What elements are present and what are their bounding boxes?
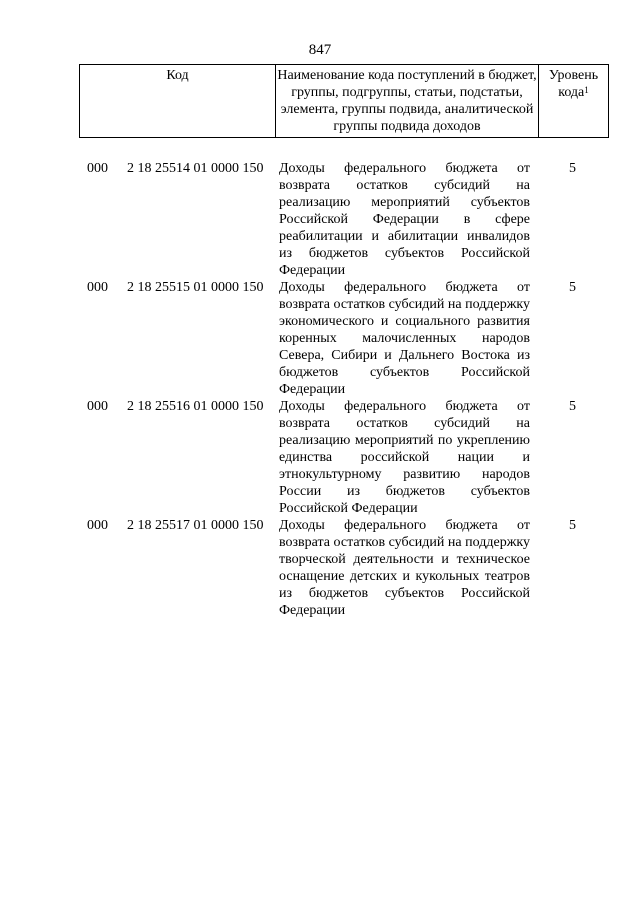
row-admin-code: 000 <box>87 280 108 295</box>
row-level: 5 <box>569 399 576 414</box>
row-admin-code: 000 <box>87 518 108 533</box>
table-body <box>79 160 609 619</box>
header-level <box>539 65 608 137</box>
header-code: Код <box>166 68 189 83</box>
table-row <box>79 398 609 517</box>
row-level: 5 <box>569 280 576 295</box>
row-name: Доходы федерального бюджета от возврата остатков субсидий на реализацию мероприятий субъектов Российской Федерации в сфере реабилитации и абилитации инвалидов из бюджетов субъектов Российской Федерации <box>279 161 530 278</box>
row-name: Доходы федерального бюджета от возврата остатков субсидий на поддержку творческой деятельности и техническое оснащение детских и кукольных театров из бюджетов субъектов Российской Федерации <box>279 518 530 618</box>
header-level-label: Уровень кода <box>548 68 599 100</box>
row-level: 5 <box>569 161 576 176</box>
row-name: Доходы федерального бюджета от возврата остатков субсидий на поддержку экономического и социального развития коренных малочисленных народов Севера, Сибири и Дальнего Востока из бюджетов субъектов Российской Федерации <box>279 280 530 397</box>
table-row <box>79 160 609 279</box>
row-name: Доходы федерального бюджета от возврата остатков субсидий на реализацию мероприятий по укреплению единства российской нации и этнокультурному развитию народов России из бюджетов субъектов Российской Федерации <box>279 399 530 516</box>
row-admin-code: 000 <box>87 399 108 414</box>
table-row <box>79 279 609 398</box>
row-revenue-code: 2 18 25517 01 0000 150 <box>127 518 264 533</box>
row-revenue-code: 2 18 25516 01 0000 150 <box>127 399 264 414</box>
table-header <box>79 64 609 138</box>
row-revenue-code: 2 18 25514 01 0000 150 <box>127 161 264 176</box>
page-number: 847 <box>308 42 332 58</box>
row-revenue-code: 2 18 25515 01 0000 150 <box>127 280 264 295</box>
header-level-footnote: 1 <box>584 85 589 95</box>
row-admin-code: 000 <box>87 161 108 176</box>
row-level: 5 <box>569 518 576 533</box>
header-name: Наименование кода поступлений в бюджет, группы, подгруппы, статьи, подстатьи, элемента, группы подвида, аналитической группы подвида доходов <box>275 65 539 137</box>
table-row <box>79 517 609 619</box>
